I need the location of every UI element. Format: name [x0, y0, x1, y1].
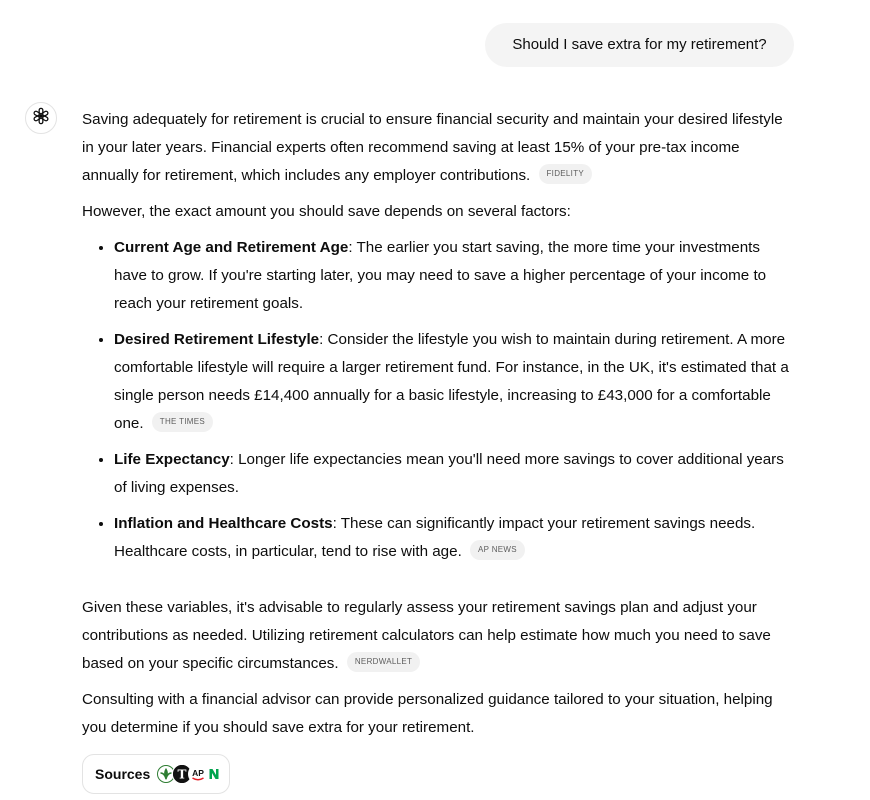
factor-text: : Consider the lifestyle you wish to maintain during retirement. A more comfortable lifestyle will require a larger retirement fund. For instance, in the UK, it's estimated that a single person needs £14,400 annually for a basic lifestyle, increasing to £43,000 for a comfortable one. [114, 331, 789, 432]
list-item [114, 234, 794, 318]
user-message-bubble [485, 23, 794, 67]
factor-title: Desired Retirement Lifestyle [114, 331, 320, 348]
citation-ap-news[interactable]: AP NEWS [470, 540, 525, 560]
sources-button[interactable] [82, 754, 230, 794]
svg-text:AP: AP [192, 768, 205, 778]
factor-title: Current Age and Retirement Age [114, 239, 349, 256]
closing-paragraph: Consulting with a financial advisor can provide personalized guidance tailored to your situation, helping you determine if you should save extra for your retirement. [82, 691, 773, 736]
factor-text: : The earlier you start saving, the more time your investments have to grow. If you're starting later, you may need to save a higher percentage of your income to reach your retirement goals. [114, 239, 767, 312]
intro-paragraph [82, 106, 794, 190]
variables-paragraph [82, 594, 794, 678]
openai-logo-icon [31, 106, 51, 131]
variables-text: Given these variables, it's advisable to regularly assess your retirement savings plan and adjust your contributions as needed. Utilizing retirement calculators can help estimate how much you need to save based on your specific circumstances. [82, 599, 771, 672]
factor-text: : These can significantly impact your retirement savings needs. Healthcare costs, in particular, tend to rise with age. [114, 515, 756, 560]
sources-label: Sources [95, 766, 151, 782]
svg-text:T: T [177, 767, 187, 782]
user-message-text: Should I save extra for my retirement? [512, 36, 767, 53]
assistant-avatar [25, 102, 57, 134]
intro-text: Saving adequately for retirement is crucial to ensure financial security and maintain your desired lifestyle in your later years. Financial experts often recommend saving at least 15% of your pre-tax income annually for retirement, which includes any employer contributions. [82, 111, 783, 184]
list-item [114, 326, 794, 438]
factor-title: Life Expectancy [114, 451, 230, 468]
factors-intro: However, the exact amount you should save depends on several factors: [82, 203, 571, 220]
list-item [114, 510, 794, 566]
citation-nerdwallet[interactable]: NERDWALLET [347, 652, 420, 672]
citation-fidelity[interactable]: FIDELITY [539, 164, 593, 184]
factor-title: Inflation and Healthcare Costs [114, 515, 333, 532]
list-item [114, 446, 794, 502]
nerdwallet-icon [204, 764, 224, 784]
citation-the-times[interactable]: THE TIMES [152, 412, 213, 432]
factors-list [82, 234, 794, 566]
factor-text: : Longer life expectancies mean you'll need more savings to cover additional years of living expenses. [114, 451, 784, 496]
assistant-answer [82, 106, 794, 750]
source-favicons [156, 764, 224, 784]
